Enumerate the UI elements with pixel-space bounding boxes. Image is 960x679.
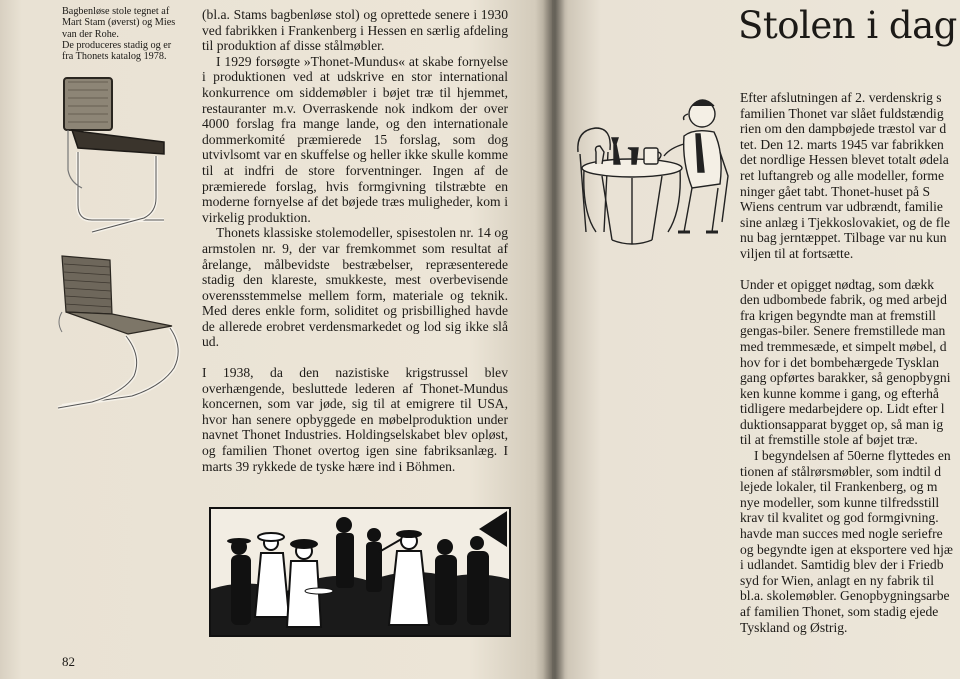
- text-line: nye modeller, som kunne tilfredsstill: [740, 494, 940, 510]
- man-at-cafe-table-illustration: [572, 92, 732, 252]
- paragraph: Thonets klassiske stolemodeller, spisestolen nr. 14 og armstolen nr. 9, der var fremkommet som resultat af årelange, målbevidste bestræbelser, repræsenterede stadig den klareste, smukkeste, mest overbevisende overensstemmelse mellem form, materiale og teknik. Med deres enkle form, soliditet og prisbillighed havde de allerede erobret verdensmarkedet og lod sig ikke slå ud.: [202, 225, 508, 350]
- text-line: ken kunne komme i gang, og efterhå: [740, 385, 939, 401]
- stam-chair-illustration: [52, 70, 182, 240]
- text-line: familien Thonet var slået fuldstændig: [740, 105, 944, 121]
- text-line: gang opførtes barakker, så genopbygni: [740, 370, 951, 386]
- text-line: bl.a. skolemøbler. Genopbygningsarbe: [740, 588, 950, 604]
- text-line: Efter afslutningen af 2. verdenskrig s: [740, 90, 942, 105]
- text-line: nu bag jerntæppet. Tilbage var nu kun: [740, 230, 947, 246]
- right-text-column: [740, 90, 960, 635]
- text-line: I begyndelsen af 50erne flyttedes en: [754, 448, 951, 464]
- text-line: fra krigen begyndte man at fremstill: [740, 307, 936, 323]
- cafe-scene-illustration: [209, 507, 511, 637]
- paragraph: I 1929 forsøgte »Thonet-Mundus« at skabe fornyelse i produktionen ved at udskrive en stor international konkurrence om siddemøbler i bøjet træ til hjemmet, restauranter m.v. Overraskende nok indkom der over 4000 forslag fra mange lande, og den internationale dommerkomité præmierede 15 forslag, som dog utvivlsomt var en skuffelse og heller ikke skulle komme til at indfri de store forventninger. Ingen af de præmierede forslag, hvis formgivning tilstræbte en moderne fornyelse af det bøjede træs muligheder, kom i virkelig produktion.: [202, 53, 508, 225]
- text-line: Under et opigget nødtag, som dækk: [740, 276, 935, 292]
- paragraph: I 1938, da den nazistiske krigstrussel blev overhængende, besluttede lederen af Thonet-Mundus koncernen, som var jøde, sig til at emigrere til USA, hvor han senere opbyggede en møbelproduktion under navnet Thonet Industries. Holdingselskabet blev opløst, og familien Thonet overtog igen sine fabriksanlæg. I marts 39 rykkede de tyske hære ind i Böhmen.: [202, 365, 508, 474]
- text-line: rien om den dampbøjede træstol var d: [740, 121, 947, 137]
- figure-caption: Bagbenløse stole tegnet af Mart Stam (øverst) og Mies van der Rohe. De produceres stadig og er fra Thonets katalog 1978.: [62, 6, 176, 63]
- mies-chair-illustration: [52, 252, 187, 417]
- text-line: lejede lokaler, til Frankenberg, og m: [740, 479, 938, 495]
- text-line: tionen af stålrørsmøbler, som indtil d: [740, 463, 942, 479]
- paragraph: [740, 90, 960, 262]
- text-line: syd for Wien, anlagt en ny fabrik til: [740, 572, 934, 588]
- text-line: ret luftangreb og alle modeller, forme: [740, 167, 945, 183]
- chapter-heading: Stolen i dag: [738, 4, 957, 47]
- text-line: Wiens centrum var udbrændt, familie: [740, 199, 943, 215]
- left-text-column: [202, 7, 508, 474]
- text-line: gengas-biler. Senere fremstillede man: [740, 323, 946, 339]
- paragraph: [740, 448, 960, 635]
- text-line: af familien Thonet, som stadig ejede: [740, 604, 939, 619]
- text-line: Tyskland og Østrig.: [740, 619, 848, 635]
- book-gutter-shadow: [543, 0, 565, 679]
- text-line: til at fremstille stole af bøjet træ.: [740, 432, 918, 448]
- text-line: det nordlige Hessen blevet totalt ødela: [740, 152, 949, 168]
- text-line: i udlandet. Samtidig blev der i Friedb: [740, 557, 944, 573]
- text-line: den udbombede fabrik, og med arbejd: [740, 292, 947, 308]
- text-line: med tremmesæde, et simpelt møbel, d: [740, 338, 947, 354]
- text-line: hov for i det bombehærgede Tysklan: [740, 354, 940, 370]
- text-line: sine anlæg i Tjekkoslovakiet, og de fle: [740, 214, 951, 230]
- text-line: havde man succes med nogle seriefre: [740, 526, 943, 542]
- page-number: 82: [62, 654, 75, 669]
- text-line: viljen til at fortsætte.: [740, 245, 854, 261]
- text-line: krav til kvalitet og god formgivning.: [740, 510, 939, 526]
- paragraph: [740, 277, 960, 449]
- paragraph: (bl.a. Stams bagbenløse stol) og oprettede senere i 1930 ved fabrikken i Frankenberg i Hessen en særlig afdeling til produktion af disse stålmøbler.: [202, 7, 508, 54]
- text-line: ninger gået tabt. Thonet-huset på S: [740, 183, 931, 199]
- text-line: tidligere medarbejdere op. Lidt efter l: [740, 401, 945, 417]
- text-line: tet. Den 12. marts 1945 var fabrikken: [740, 136, 944, 152]
- text-line: duktionsapparat bygget op, så man ig: [740, 416, 944, 432]
- text-line: og begyndte igen at eksportere ved hjæ: [740, 541, 953, 557]
